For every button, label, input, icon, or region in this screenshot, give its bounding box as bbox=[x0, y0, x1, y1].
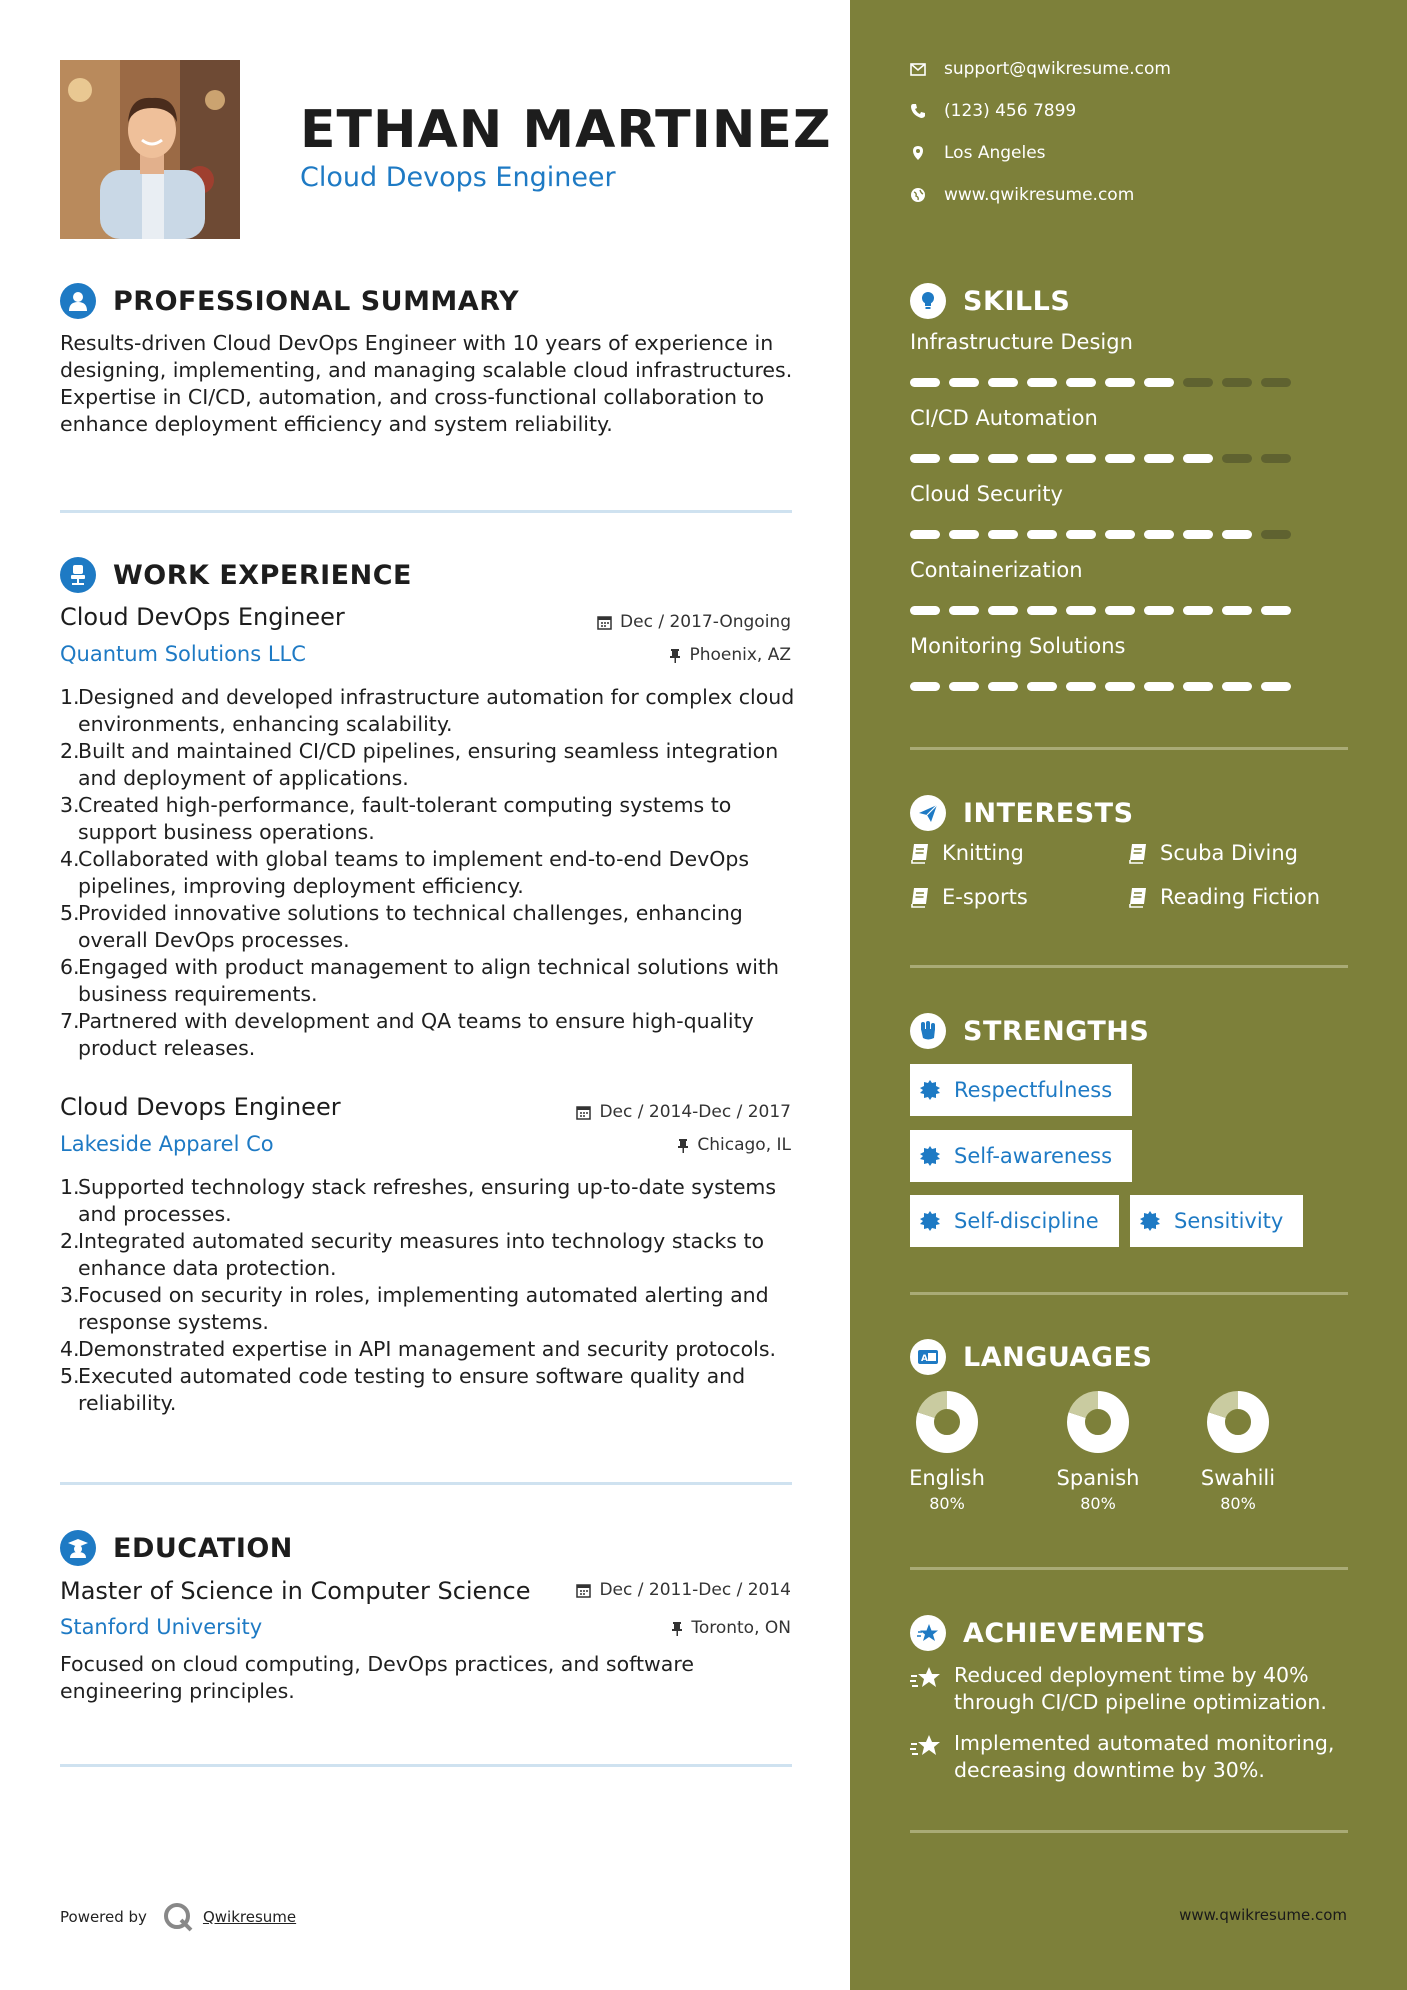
divider bbox=[910, 1292, 1348, 1295]
list-item: 4. Demonstrated expertise in API management and security protocols. bbox=[60, 1337, 777, 1361]
degree: Master of Science in Computer Science bbox=[60, 1577, 531, 1605]
job-dates bbox=[576, 1102, 791, 1122]
experience-title: WORK EXPERIENCE bbox=[113, 559, 412, 591]
divider bbox=[60, 1764, 792, 1767]
star-icon bbox=[910, 1615, 946, 1651]
job-company: Lakeside Apparel Co bbox=[60, 1132, 274, 1156]
strength-tag: Respectfulness bbox=[910, 1064, 1132, 1116]
job-duties bbox=[60, 684, 800, 1062]
language-percent: 80% bbox=[1080, 1494, 1116, 1513]
phone-text: (123) 456 7899 bbox=[944, 101, 1077, 121]
star-icon bbox=[910, 1732, 942, 1760]
divider bbox=[910, 1567, 1348, 1570]
contact-website[interactable] bbox=[910, 185, 1134, 205]
achievement-item: Implemented automated monitoring, decreasing downtime by 30%. bbox=[910, 1730, 1360, 1784]
language-percent: 80% bbox=[929, 1494, 965, 1513]
skill-level-dash bbox=[1105, 378, 1135, 387]
skill-name: Infrastructure Design bbox=[910, 330, 1133, 354]
language-percent: 80% bbox=[1220, 1494, 1256, 1513]
strength-tag: Self-awareness bbox=[910, 1130, 1132, 1182]
language-name: Swahili bbox=[1200, 1466, 1276, 1490]
book-icon bbox=[1128, 886, 1148, 908]
fist-icon bbox=[910, 1013, 946, 1049]
job-location-text: Chicago, IL bbox=[697, 1135, 791, 1155]
interest-item: Reading Fiction bbox=[1128, 885, 1320, 909]
skill-level-dash bbox=[1105, 530, 1135, 539]
languages-title: LANGUAGES bbox=[963, 1341, 1153, 1373]
skill-level-bar bbox=[910, 606, 1300, 615]
list-item: 4. Collaborated with global teams to implement end-to-end DevOps pipelines, improving deployment efficiency. bbox=[60, 847, 750, 898]
skill-level-dash bbox=[949, 682, 979, 691]
job-location bbox=[669, 645, 791, 665]
job-title: Cloud Devops Engineer bbox=[60, 1093, 341, 1121]
job-company: Quantum Solutions LLC bbox=[60, 642, 306, 666]
website-text: www.qwikresume.com bbox=[944, 185, 1135, 205]
qwikresume-logo-icon bbox=[161, 1900, 195, 1934]
skill-name: CI/CD Automation bbox=[910, 406, 1098, 430]
skill-level-dash bbox=[988, 682, 1018, 691]
interest-item: Scuba Diving bbox=[1128, 841, 1298, 865]
star-icon bbox=[910, 1664, 942, 1692]
badge-icon bbox=[920, 1080, 940, 1100]
skill-level-dash bbox=[1027, 682, 1057, 691]
badge-icon bbox=[1140, 1211, 1160, 1231]
skill-level-dash bbox=[910, 606, 940, 615]
school: Stanford University bbox=[60, 1615, 263, 1639]
graduate-icon bbox=[60, 1530, 96, 1566]
envelope-icon bbox=[910, 63, 926, 76]
skill-level-dash bbox=[1261, 682, 1291, 691]
user-icon bbox=[60, 283, 96, 319]
skill-level-dash bbox=[1261, 606, 1291, 615]
skill-level-dash bbox=[1144, 530, 1174, 539]
skill-level-dash bbox=[1261, 454, 1291, 463]
skill-level-dash bbox=[1144, 606, 1174, 615]
book-icon bbox=[1128, 842, 1148, 864]
skill-level-dash bbox=[949, 530, 979, 539]
list-item: 5. Provided innovative solutions to technical challenges, enhancing overall DevOps processes. bbox=[60, 901, 743, 952]
skill-level-dash bbox=[1144, 454, 1174, 463]
job-dates bbox=[597, 612, 791, 632]
email-text: support@qwikresume.com bbox=[944, 59, 1171, 79]
skill-level-dash bbox=[1066, 682, 1096, 691]
skill-level-dash bbox=[910, 530, 940, 539]
interests-header bbox=[910, 795, 1134, 831]
calendar-icon bbox=[576, 1105, 591, 1120]
contact-location bbox=[910, 143, 1046, 163]
skill-level-dash bbox=[1027, 454, 1057, 463]
divider bbox=[60, 510, 792, 513]
skill-level-dash bbox=[1222, 606, 1252, 615]
summary-title: PROFESSIONAL SUMMARY bbox=[113, 285, 520, 317]
skill-name: Cloud Security bbox=[910, 482, 1063, 506]
job-location-text: Phoenix, AZ bbox=[689, 645, 791, 665]
contact-phone[interactable] bbox=[910, 101, 1076, 121]
skill-level-dash bbox=[910, 682, 940, 691]
list-item: 3. Focused on security in roles, implementing automated alerting and response systems. bbox=[60, 1283, 769, 1334]
education-location-text: Toronto, ON bbox=[691, 1618, 791, 1638]
skill-level-dash bbox=[1222, 378, 1252, 387]
skill-level-dash bbox=[949, 378, 979, 387]
skill-name: Monitoring Solutions bbox=[910, 634, 1126, 658]
job-title: Cloud DevOps Engineer bbox=[60, 603, 345, 631]
list-item: 1. Supported technology stack refreshes, ensuring up-to-date systems and processes. bbox=[60, 1175, 777, 1226]
job-location bbox=[677, 1135, 791, 1155]
skill-level-dash bbox=[1066, 378, 1096, 387]
experience-header bbox=[60, 557, 412, 593]
skill-level-dash bbox=[988, 530, 1018, 539]
pin-icon bbox=[669, 648, 681, 663]
education-header bbox=[60, 1530, 293, 1566]
languages-header bbox=[910, 1339, 1152, 1375]
education-dates-text: Dec / 2011-Dec / 2014 bbox=[599, 1580, 791, 1600]
language-progress-ring bbox=[1206, 1390, 1270, 1454]
divider bbox=[910, 965, 1348, 968]
language-name: Spanish bbox=[1056, 1466, 1140, 1490]
skill-level-dash bbox=[988, 378, 1018, 387]
skill-level-dash bbox=[1261, 378, 1291, 387]
interest-item: Knitting bbox=[910, 841, 1024, 865]
skill-level-dash bbox=[988, 454, 1018, 463]
strengths-header bbox=[910, 1013, 1149, 1049]
divider bbox=[60, 1482, 792, 1485]
location-text: Los Angeles bbox=[944, 143, 1046, 163]
svg-text:A: A bbox=[921, 1354, 928, 1364]
skill-level-bar bbox=[910, 454, 1300, 463]
education-title: EDUCATION bbox=[113, 1532, 293, 1564]
skill-name: Containerization bbox=[910, 558, 1083, 582]
powered-by-label: Powered by bbox=[60, 1908, 147, 1926]
summary-header bbox=[60, 283, 519, 319]
skill-level-dash bbox=[1222, 454, 1252, 463]
job-dates-text: Dec / 2017-Ongoing bbox=[620, 612, 791, 632]
strength-tag: Sensitivity bbox=[1130, 1195, 1303, 1247]
skill-level-bar bbox=[910, 682, 1300, 691]
skill-level-dash bbox=[1027, 606, 1057, 615]
skill-level-dash bbox=[1105, 606, 1135, 615]
language-progress-ring bbox=[1066, 1390, 1130, 1454]
list-item: 2. Integrated automated security measures into technology stacks to enhance data protection. bbox=[60, 1229, 765, 1280]
globe-icon bbox=[910, 187, 926, 203]
skills-title: SKILLS bbox=[963, 285, 1071, 317]
language-progress-ring bbox=[915, 1390, 979, 1454]
skill-level-dash bbox=[1027, 530, 1057, 539]
skill-level-dash bbox=[1183, 530, 1213, 539]
candidate-role: Cloud Devops Engineer bbox=[300, 162, 616, 193]
book-icon bbox=[910, 886, 930, 908]
summary-text: Results-driven Cloud DevOps Engineer with 10 years of experience in designing, implementing, and managing scalable cloud infrastructures. Expertise in CI/CD, automation, and cross-functional collaboration to enhance deployment efficiency and system reliability. bbox=[60, 331, 793, 436]
list-item: 5. Executed automated code testing to ensure software quality and reliability. bbox=[60, 1364, 746, 1415]
book-icon bbox=[910, 842, 930, 864]
profile-photo bbox=[60, 60, 240, 239]
interests-title: INTERESTS bbox=[963, 797, 1134, 829]
calendar-icon bbox=[576, 1583, 591, 1598]
list-item: 6. Engaged with product management to align technical solutions with business requirements. bbox=[60, 955, 779, 1006]
achievements-title: ACHIEVEMENTS bbox=[963, 1617, 1206, 1649]
translate-icon bbox=[910, 1339, 946, 1375]
skill-level-dash bbox=[1222, 530, 1252, 539]
badge-icon bbox=[920, 1146, 940, 1166]
education-location bbox=[671, 1618, 791, 1638]
interest-item: E-sports bbox=[910, 885, 1028, 909]
skill-level-dash bbox=[1066, 454, 1096, 463]
job-dates-text: Dec / 2014-Dec / 2017 bbox=[599, 1102, 791, 1122]
skill-level-dash bbox=[1183, 454, 1213, 463]
list-item: 2. Built and maintained CI/CD pipelines, ensuring seamless integration and deployment of applications. bbox=[60, 739, 779, 790]
skill-level-dash bbox=[1105, 454, 1135, 463]
chair-icon bbox=[60, 557, 96, 593]
strengths-title: STRENGTHS bbox=[963, 1015, 1150, 1047]
skill-level-dash bbox=[1222, 682, 1252, 691]
footer-brand bbox=[60, 1900, 296, 1934]
candidate-name: ETHAN MARTINEZ bbox=[300, 100, 832, 160]
paper-plane-icon bbox=[910, 795, 946, 831]
qwikresume-link[interactable]: Qwikresume bbox=[202, 1908, 297, 1926]
skills-header bbox=[910, 283, 1070, 319]
skill-level-dash bbox=[910, 378, 940, 387]
skill-level-bar bbox=[910, 378, 1300, 387]
skill-level-dash bbox=[988, 606, 1018, 615]
language-name: English bbox=[909, 1466, 985, 1490]
list-item: 1. Designed and developed infrastructure automation for complex cloud environments, enhancing scalability. bbox=[60, 685, 795, 736]
education-text: Focused on cloud computing, DevOps practices, and software engineering principles. bbox=[60, 1652, 694, 1703]
skill-level-dash bbox=[1066, 530, 1096, 539]
skill-level-dash bbox=[949, 606, 979, 615]
skill-level-dash bbox=[1105, 682, 1135, 691]
skill-level-bar bbox=[910, 530, 1300, 539]
lightbulb-icon bbox=[910, 283, 946, 319]
skill-level-dash bbox=[1144, 378, 1174, 387]
divider bbox=[910, 747, 1348, 750]
job-duties bbox=[60, 1174, 800, 1417]
achievements-header bbox=[910, 1615, 1206, 1651]
skill-level-dash bbox=[1066, 606, 1096, 615]
footer-website[interactable]: www.qwikresume.com bbox=[1179, 1906, 1347, 1924]
divider bbox=[910, 1830, 1348, 1833]
list-item: 3. Created high-performance, fault-tolerant computing systems to support business operations. bbox=[60, 793, 732, 844]
skill-level-dash bbox=[1183, 378, 1213, 387]
phone-icon bbox=[910, 103, 926, 119]
pin-icon bbox=[677, 1138, 689, 1153]
language-item bbox=[1038, 1390, 1158, 1513]
achievement-item: Reduced deployment time by 40% through CI/CD pipeline optimization. bbox=[910, 1662, 1360, 1716]
skill-level-dash bbox=[949, 454, 979, 463]
badge-icon bbox=[920, 1211, 940, 1231]
skill-level-dash bbox=[1027, 378, 1057, 387]
language-item bbox=[887, 1390, 1007, 1513]
skill-level-dash bbox=[1183, 606, 1213, 615]
language-item bbox=[1178, 1390, 1298, 1513]
contact-email[interactable] bbox=[910, 59, 1171, 79]
list-item: 7. Partnered with development and QA teams to ensure high-quality product releases. bbox=[60, 1009, 754, 1060]
education-dates bbox=[576, 1580, 791, 1600]
skill-level-dash bbox=[1183, 682, 1213, 691]
location-pin-icon bbox=[910, 145, 926, 161]
skill-level-dash bbox=[1144, 682, 1174, 691]
skill-level-dash bbox=[1261, 530, 1291, 539]
strength-tag: Self-discipline bbox=[910, 1195, 1119, 1247]
calendar-icon bbox=[597, 615, 612, 630]
pin-icon bbox=[671, 1621, 683, 1636]
skill-level-dash bbox=[910, 454, 940, 463]
